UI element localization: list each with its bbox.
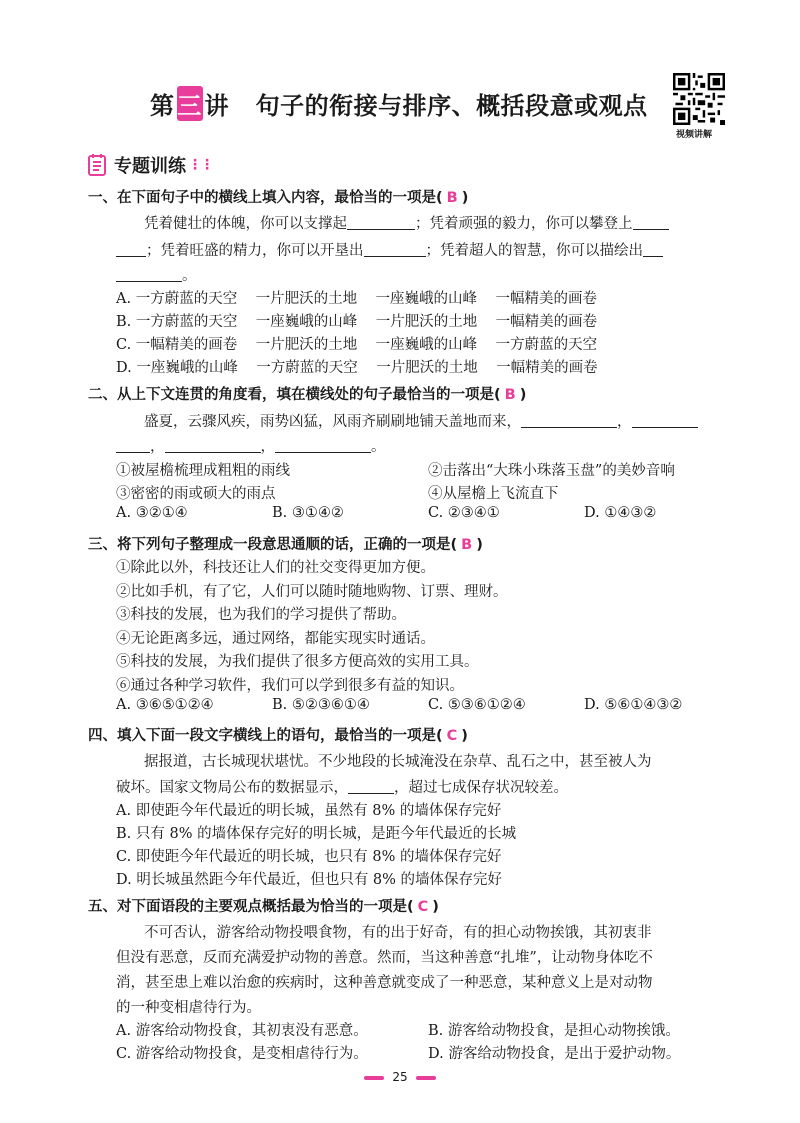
q4-option-b: B. 只有 8% 的墙体保存完好的明长城，是距今年代最近的长城 — [116, 826, 517, 842]
blank[interactable] — [521, 413, 617, 429]
q1-option-c: C. 一幅精美的画卷 一片肥沃的土地 一座巍峨的山峰 一方蔚蓝的天空 — [116, 337, 598, 353]
question-5-stem: 五、对下面语段的主要观点概括最为恰当的一项是( C ) — [88, 899, 439, 915]
blank[interactable] — [364, 242, 426, 258]
answer-4: C — [446, 728, 458, 744]
q5-passage-line-3: 消，甚至患上难以治愈的疾病时，这种善意就变成了一种恶意，某种意义上是对动物 — [116, 975, 653, 991]
blank[interactable] — [116, 438, 150, 454]
section-header — [88, 152, 212, 178]
q4-option-c: C. 即使距今年代最近的明长城，也只有 8% 的墙体保存完好 — [116, 849, 502, 865]
q5-passage-line-1: 不可否认，游客给动物投喂食物，有的出于好奇，有的担心动物挨饿，其初衷非 — [144, 925, 652, 941]
q1-option-a: A. 一方蔚蓝的天空 一片肥沃的土地 一座巍峨的山峰 一幅精美的画卷 — [116, 291, 597, 307]
blank[interactable] — [275, 438, 371, 454]
q3-sentence-1: ①除此以外，科技还让人们的社交变得更加方便。 — [116, 560, 435, 576]
qr-label: 视频讲解 — [676, 130, 713, 140]
q5-option-d: D. 游客给动物投食，是出于爱护动物。 — [428, 1046, 681, 1062]
question-1-stem: 一、在下面句子中的横线上填入内容，最恰当的一项是( B ) — [88, 190, 469, 206]
qr-code-icon[interactable] — [673, 73, 725, 125]
q2-option-a: A. ③②①④ — [116, 505, 188, 521]
answer-3: B — [461, 537, 473, 553]
q5-passage-line-4: 的一种变相虐待行为。 — [116, 1000, 261, 1016]
q2-phrase-4: ④从屋檐上飞流直下 — [428, 486, 559, 502]
blank[interactable] — [116, 267, 182, 283]
page-title — [150, 86, 648, 121]
blank[interactable] — [632, 413, 698, 429]
q2-passage-line-1: 盛夏，云骤风疾，雨势凶猛，风雨齐刷刷地铺天盖地而来， ， — [144, 410, 698, 431]
decorative-dots: ⋮⋮ — [188, 157, 212, 173]
q5-option-a: A. 游客给动物投食，其初衷没有恶意。 — [116, 1023, 368, 1039]
q3-option-c: C. ⑤③⑥①②④ — [428, 697, 526, 713]
blank[interactable] — [633, 215, 669, 231]
footer-bar-left — [364, 1076, 384, 1080]
blank[interactable] — [116, 242, 146, 258]
question-3-stem: 三、将下列句子整理成一段意思通顺的话，正确的一项是( B ) — [88, 537, 483, 553]
q2-phrase-2: ②击落出“大珠小珠落玉盘”的美妙音响 — [428, 463, 675, 479]
blank[interactable] — [643, 242, 663, 258]
blank[interactable] — [347, 215, 415, 231]
q4-option-d: D. 明长城虽然距今年代最近，但也只有 8% 的墙体保存完好 — [116, 872, 503, 888]
blank[interactable] — [165, 438, 261, 454]
q3-sentence-3: ③科技的发展，也为我们的学习提供了帮助。 — [116, 607, 406, 623]
answer-1: B — [446, 190, 458, 206]
q3-option-a: A. ③⑥⑤①②④ — [116, 697, 214, 713]
q4-passage-line-2: 破坏。国家文物局公布的数据显示， ，超过七成保存状况较差。 — [116, 780, 568, 796]
q5-option-c: C. 游客给动物投食，是变相虐待行为。 — [116, 1046, 368, 1062]
title-text: 讲 句子的衔接与排序、概括段意或观点 — [204, 92, 648, 120]
title-prefix: 第 — [150, 92, 175, 120]
q4-passage-line-1: 据报道，古长城现状堪忧。不少地段的长城淹没在杂草、乱石之中，甚至被人为 — [144, 754, 652, 770]
blank[interactable] — [348, 779, 394, 795]
notebook-icon — [88, 154, 108, 176]
q5-passage-line-2: 但没有恶意，反而充满爱护动物的善意。然而，当这种善意“扎堆”，让动物身体吃不 — [116, 950, 653, 966]
q1-passage-line-3: 。 — [116, 264, 197, 285]
q3-sentence-2: ②比如手机，有了它，人们可以随时随地购物、订票、理财。 — [116, 584, 508, 600]
q1-option-b: B. 一方蔚蓝的天空 一座巍峨的山峰 一片肥沃的土地 一幅精美的画卷 — [116, 314, 598, 330]
answer-2: B — [504, 387, 516, 403]
section-title: 专题训练 — [114, 156, 186, 177]
q5-option-b: B. 游客给动物投食，是担心动物挨饿。 — [428, 1023, 680, 1039]
page-footer — [0, 1070, 800, 1084]
q3-sentence-4: ④无论距离多远，通过网络，都能实现实时通话。 — [116, 631, 435, 647]
q3-sentence-6: ⑥通过各种学习软件，我们可以学到很多有益的知识。 — [116, 678, 464, 694]
q3-option-b: B. ⑤②③⑥①④ — [272, 697, 370, 713]
q1-option-d: D. 一座巍峨的山峰 一方蔚蓝的天空 一片肥沃的土地 一幅精美的画卷 — [116, 360, 598, 376]
q2-phrase-1: ①被屋檐梳理成粗粗的雨线 — [116, 463, 290, 479]
question-4-stem: 四、填入下面一段文字横线上的语句，最恰当的一项是( C ) — [88, 728, 468, 744]
q3-sentence-5: ⑤科技的发展，为我们提供了很多方便高效的实用工具。 — [116, 654, 479, 670]
q1-passage-line-1: 凭着健壮的体魄，你可以支撑起 ；凭着顽强的毅力，你可以攀登上 — [144, 212, 669, 233]
q2-option-b: B. ③①④② — [272, 505, 344, 521]
q4-option-a: A. 即使距今年代最近的明长城，虽然有 8% 的墙体保存完好 — [116, 803, 502, 819]
q2-passage-line-2: ， ， 。 — [116, 435, 386, 456]
page-number: 25 — [392, 1070, 408, 1084]
q3-option-d: D. ⑤⑥①④③② — [584, 697, 683, 713]
q1-passage-line-2: ；凭着旺盛的精力，你可以开垦出 ；凭着超人的智慧，你可以描绘出 — [116, 239, 663, 260]
q2-option-c: C. ②③④① — [428, 505, 500, 521]
lesson-number: 三 — [177, 86, 203, 121]
answer-5: C — [417, 899, 429, 915]
q2-phrase-3: ③密密的雨或硕大的雨点 — [116, 486, 276, 502]
question-2-stem: 二、从上下文连贯的角度看，填在横线处的句子最恰当的一项是( B ) — [88, 387, 527, 403]
footer-bar-right — [416, 1076, 436, 1080]
q2-option-d: D. ①④③② — [584, 505, 657, 521]
